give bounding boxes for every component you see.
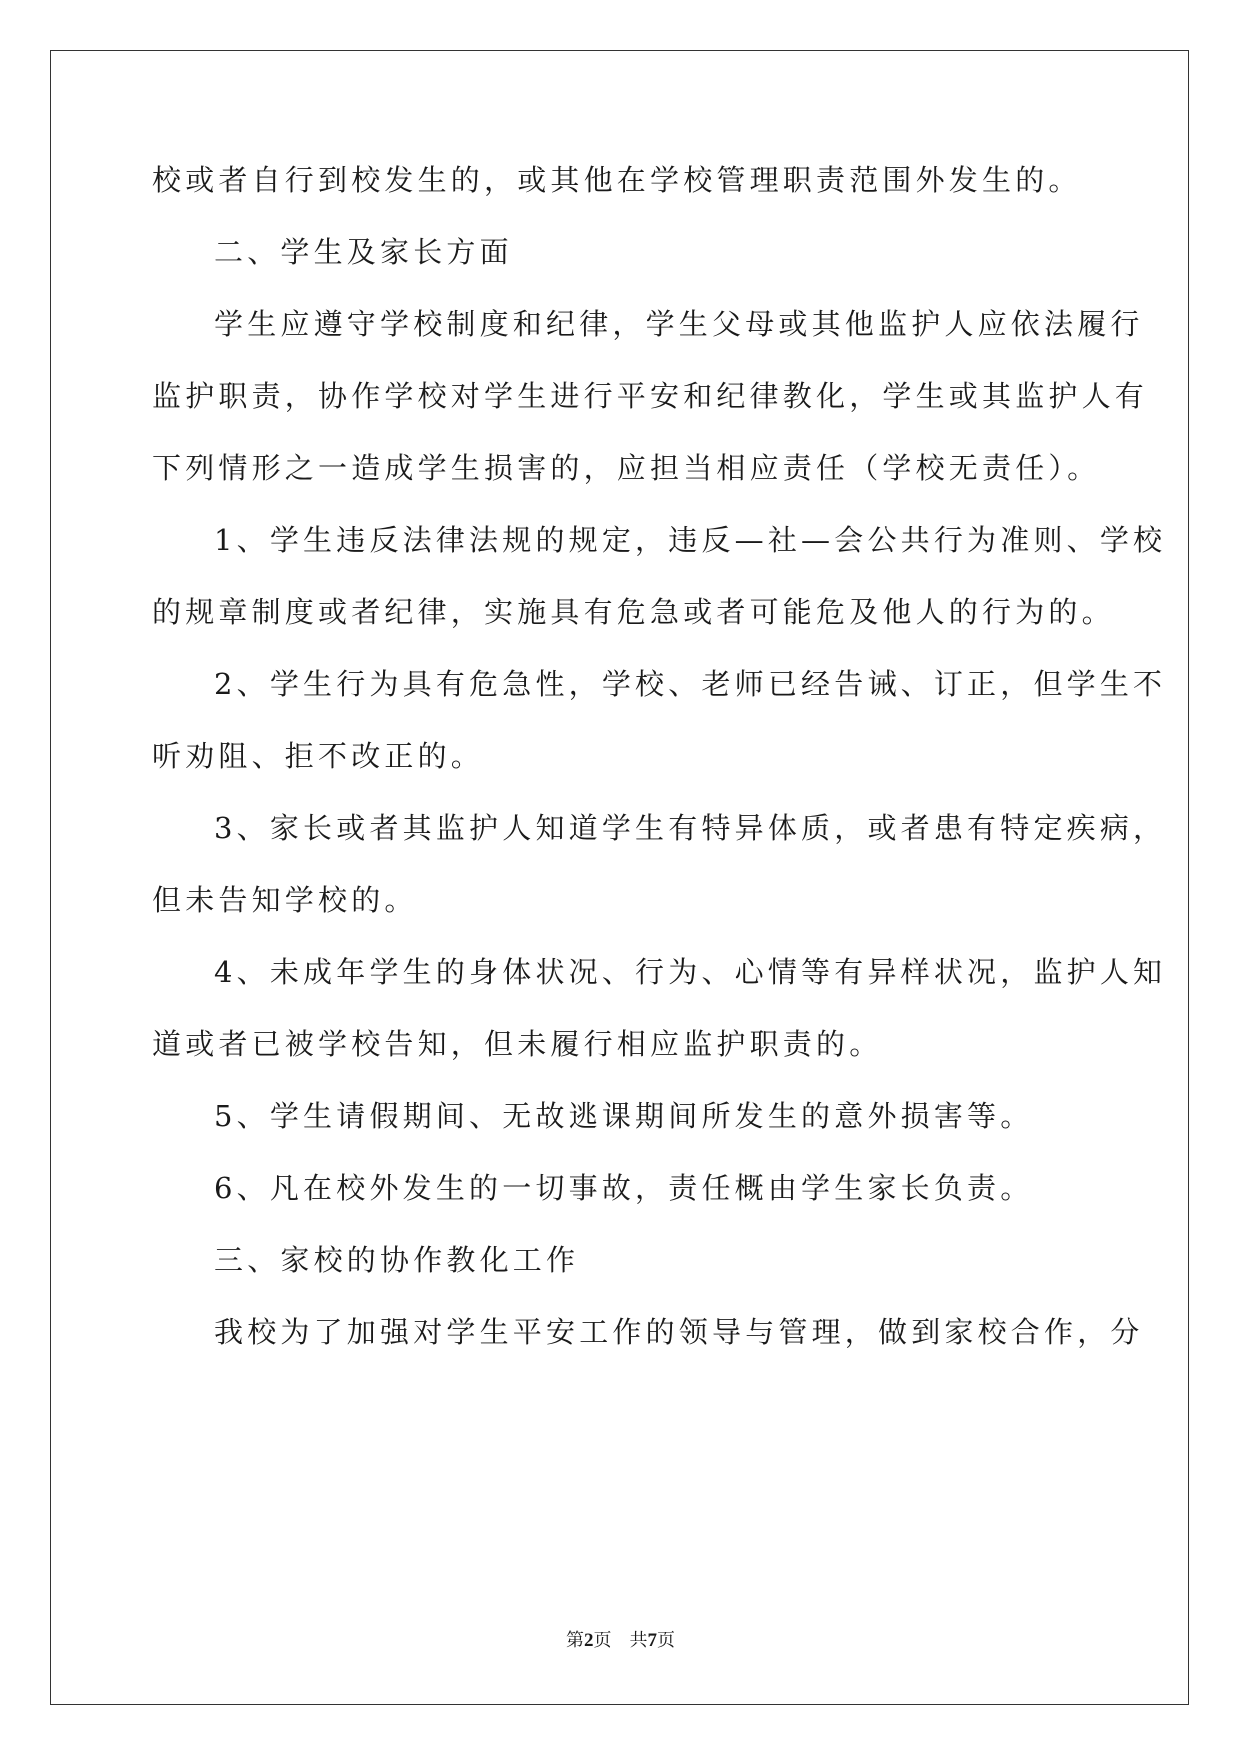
list-item: 5、学生请假期间、无故逃课期间所发生的意外损害等。 — [214, 1099, 1034, 1133]
text-line: 学生应遵守学校制度和纪律，学生父母或其他监护人应依法履行 — [214, 307, 1144, 341]
text-line: 道或者已被学校告知，但未履行相应监护职责的。 — [152, 1027, 883, 1061]
list-item: 3、家长或者其监护人知道学生有特异体质，或者患有特定疾病， — [214, 811, 1167, 845]
text-line: 监护职责，协作学校对学生进行平安和纪律教化，学生或其监护人有 — [152, 379, 1149, 413]
section-heading: 二、学生及家长方面 — [214, 235, 513, 269]
text-line: 听劝阻、拒不改正的。 — [152, 739, 485, 773]
list-item: 1、学生违反法律法规的规定，违反—社—会公共行为准则、学校 — [214, 523, 1167, 557]
total-suffix: 页 — [657, 1630, 675, 1651]
page-footer — [0, 1629, 1241, 1653]
text-line: 但未告知学校的。 — [152, 883, 418, 917]
list-item: 4、未成年学生的身体状况、行为、心情等有异样状况，监护人知 — [214, 955, 1167, 989]
page-border — [50, 50, 1189, 1705]
page-total: 7 — [647, 1630, 657, 1651]
page-suffix: 页 — [593, 1630, 612, 1651]
page-prefix: 第 — [566, 1630, 584, 1651]
text-line: 下列情形之一造成学生损害的，应担当相应责任（学校无责任）。 — [152, 451, 1101, 485]
total-prefix: 共 — [629, 1630, 648, 1651]
page-current: 2 — [584, 1630, 594, 1651]
list-item: 2、学生行为具有危急性，学校、老师已经告诫、订正，但学生不 — [214, 667, 1167, 701]
text-line: 的规章制度或者纪律，实施具有危急或者可能危及他人的行为的。 — [152, 595, 1115, 629]
list-item: 6、凡在校外发生的一切事故，责任概由学生家长负责。 — [214, 1171, 1034, 1205]
text-line: 校或者自行到校发生的，或其他在学校管理职责范围外发生的。 — [152, 163, 1082, 197]
section-heading: 三、家校的协作教化工作 — [214, 1243, 580, 1277]
text-line: 我校为了加强对学生平安工作的领导与管理，做到家校合作，分 — [214, 1315, 1144, 1349]
